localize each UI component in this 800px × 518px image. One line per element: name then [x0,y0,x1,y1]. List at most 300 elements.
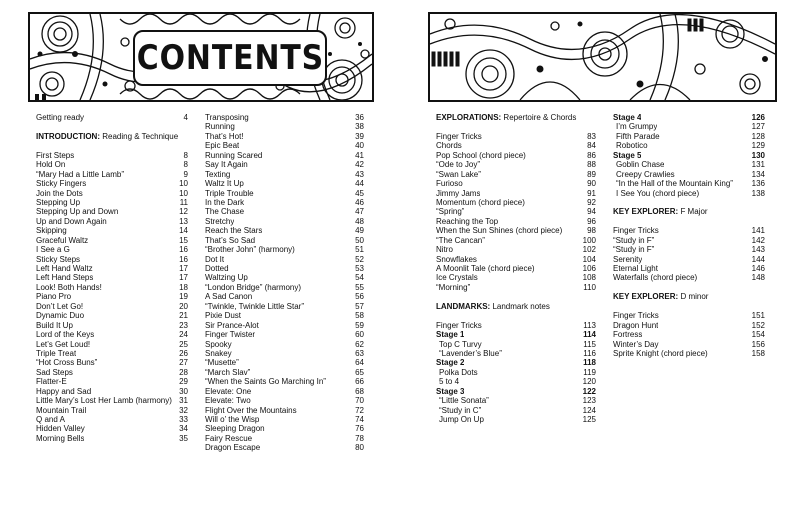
entry-title: “When the Saints Go Marching In” [205,377,326,387]
page-number: 115 [583,339,596,349]
doodle-banner-left [28,12,374,102]
entry-title: Nitro [436,245,453,255]
toc-entry [36,255,188,264]
toc-entry [613,255,765,264]
toc-entry [436,377,596,386]
entry-title: Piano Pro [36,292,72,302]
entry-title: Dot It [205,254,225,264]
right-page [400,0,800,518]
toc-entry [205,415,364,424]
toc-entry [36,368,188,377]
toc-entry [436,396,596,405]
entry-title: Build It Up [36,320,73,330]
entry-title: The Chase [205,207,245,217]
page-number: 158 [751,348,765,358]
stage-entry [436,330,596,339]
page-number: 51 [355,245,364,255]
page-title: CONTENTS [136,38,324,78]
spacer [36,122,188,131]
spacer [436,122,596,131]
page-number: 39 [355,131,364,141]
page-number: 63 [355,348,364,358]
page-number: 53 [355,264,364,273]
entry-title: Dragon Escape [205,443,261,453]
page-number: 45 [355,188,364,198]
section-heading [36,132,188,141]
entry-title: “Morning” [436,282,471,292]
toc-entry [205,132,364,141]
page-number: 20 [179,301,188,311]
page-number: 152 [751,320,765,330]
toc-entry [436,132,596,141]
page-number: 62 [355,339,364,349]
page-number: 9 [183,169,188,179]
entry-title: “Mary Had a Little Lamb” [36,169,125,179]
toc-entry [436,207,596,216]
page-number: 24 [179,330,188,340]
doodle-banner-right [428,12,777,102]
entry-title: I See a G [36,245,70,255]
entry-title: Elevate: One [205,386,252,396]
page-number: 60 [355,330,364,340]
toc-entry [613,179,765,188]
toc-entry [36,264,188,273]
entry-title: Hold On [36,160,66,170]
entry-title: “Musette” [205,358,239,368]
entry-title: Pop School (chord piece) [436,150,526,160]
entry-title: Running Scared [205,150,263,160]
toc-entry [205,349,364,358]
entry-title: A Sad Canon [205,292,253,302]
entry-title: Triple Treat [36,348,77,358]
page-number: 89 [587,169,596,179]
spacer [613,302,765,311]
toc-entry [205,424,364,433]
section-heading-subtitle: Repertoire & Chords [503,113,577,122]
entry-title: “Swan Lake” [436,169,481,179]
page-number: 116 [583,348,596,358]
toc-entry [205,330,364,339]
page-number: 27 [179,358,188,368]
page-number: 144 [751,254,765,264]
section-heading-subtitle: Landmark notes [492,301,550,311]
page-number: 38 [355,122,364,132]
toc-entry [436,368,596,377]
entry-title: Polka Dots [439,367,478,377]
toc-entry [613,321,765,330]
entry-title: Jimmy Jams [436,188,481,198]
entry-title: Texting [205,169,231,179]
page-number: 125 [582,415,596,424]
page-number: 48 [355,216,364,226]
page-number: 32 [179,405,188,415]
page-number: 108 [582,273,596,283]
page-number: 16 [179,245,188,255]
toc-entry [36,387,188,396]
entry-title: “Little Sonata” [439,396,489,406]
toc-entry [613,236,765,245]
entry-title: “Lavender’s Blue” [439,348,502,358]
entry-title: Eternal Light [613,264,658,273]
toc-entry [205,245,364,254]
entry-title: Waltzing Up [205,273,248,283]
entry-title: “In the Hall of the Mountain King” [616,179,733,189]
toc-entry [613,170,765,179]
toc-entry [436,283,596,292]
toc-entry [613,160,765,169]
entry-title: Stretchy [205,216,235,226]
page-number: 8 [183,160,188,170]
page-number: 10 [179,188,188,198]
page-number: 26 [179,348,188,358]
toc-entry [205,236,364,245]
spacer [436,292,596,301]
stage-entry [436,387,596,396]
section-heading [436,302,596,311]
page-number: 25 [179,339,188,349]
page-number: 23 [179,320,188,330]
entry-title: Chords [436,141,462,151]
toc-entry [36,377,188,386]
toc-entry [36,113,188,122]
contents-column-3 [436,113,596,424]
entry-title: Sleeping Dragon [205,424,265,434]
section-heading-title: INTRODUCTION: [36,131,100,141]
entry-title: Happy and Sad [36,386,92,396]
stage-title: Stage 3 [436,386,465,396]
page-number: 126 [751,113,765,122]
page-number: 64 [355,358,364,368]
toc-entry [205,443,364,452]
entry-title: Ice Crystals [436,273,478,283]
toc-entry [36,321,188,330]
entry-title: “March Slav” [205,367,251,377]
page-number: 56 [355,292,364,302]
page-number: 55 [355,282,364,292]
entry-title: In the Dark [205,197,245,207]
toc-entry [205,387,364,396]
entry-title: Hidden Valley [36,424,85,434]
entry-title: I See You (chord piece) [616,188,700,198]
entry-title: “The Cancan” [436,235,485,245]
toc-entry [36,198,188,207]
page-number: 154 [751,330,765,340]
toc-entry [436,141,596,150]
page-number: 96 [587,216,596,226]
toc-entry [205,160,364,169]
toc-entry [613,349,765,358]
toc-entry [613,189,765,198]
toc-entry [436,273,596,282]
toc-entry [36,217,188,226]
page-number: 19 [179,292,188,302]
toc-entry [436,160,596,169]
page-number: 57 [355,301,364,311]
toc-entry [205,368,364,377]
page-number: 122 [582,386,596,396]
toc-entry [205,207,364,216]
entry-title: Finger Tricks [436,320,482,330]
toc-entry [205,189,364,198]
entry-title: Let’s Get Loud! [36,339,91,349]
toc-entry [613,141,765,150]
page-number: 74 [355,415,364,424]
entry-title: Sticky Steps [36,254,81,264]
page-number: 36 [355,113,364,122]
entry-title: “London Bridge” (harmony) [205,282,302,292]
entry-title: Up and Down Again [36,216,107,226]
entry-title: Sticky Fingers [36,179,87,189]
entry-title: Triple Trouble [205,188,254,198]
page-number: 15 [179,235,188,245]
toc-entry [613,330,765,339]
entry-title: Elevate: Two [205,396,251,406]
entry-title: Fortress [613,330,643,340]
toc-entry [36,415,188,424]
page-number: 76 [355,424,364,434]
page-number: 33 [179,415,188,424]
page-number: 78 [355,433,364,443]
toc-entry [36,311,188,320]
page-number: 29 [179,377,188,387]
entry-title: That’s So Sad [205,235,256,245]
toc-entry [613,122,765,131]
page-number: 106 [582,264,596,273]
page-number: 120 [582,377,596,387]
toc-entry [205,377,364,386]
toc-entry [36,273,188,282]
toc-entry [36,302,188,311]
toc-entry [436,151,596,160]
page-number: 91 [587,188,596,198]
toc-entry [205,217,364,226]
page-number: 16 [179,254,188,264]
page-number: 54 [355,273,364,283]
page-number: 148 [751,273,765,283]
page-number: 41 [355,150,364,160]
toc-entry [205,340,364,349]
toc-entry [205,283,364,292]
entry-title: Furioso [436,179,463,189]
toc-entry [36,151,188,160]
toc-entry [36,226,188,235]
page-number: 17 [179,273,188,283]
page-number: 156 [751,339,765,349]
page-number: 90 [587,179,596,189]
entry-title: That’s Hot! [205,131,244,141]
entry-title: Top C Turvy [439,339,482,349]
toc-entry [205,321,364,330]
page-number: 110 [583,282,596,292]
toc-entry [205,151,364,160]
toc-entry [36,349,188,358]
entry-title: Dragon Hunt [613,320,659,330]
spacer [36,141,188,150]
entry-title: Waterfalls (chord piece) [613,273,698,283]
page-number: 104 [582,254,596,264]
entry-title: 5 to 4 [439,377,460,387]
toc-entry [205,302,364,311]
toc-entry [205,434,364,443]
section-heading [613,292,765,301]
page-number: 151 [751,311,765,321]
toc-entry [36,245,188,254]
toc-entry [436,217,596,226]
stage-title: Stage 5 [613,150,642,160]
entry-title: Skipping [36,226,67,236]
entry-title: Dotted [205,264,229,273]
toc-entry [205,292,364,301]
page-number: 128 [751,131,765,141]
toc-entry [36,292,188,301]
section-heading-title: KEY EXPLORER: [613,207,679,217]
entry-title: “Hot Cross Buns” [36,358,98,368]
toc-entry [205,226,364,235]
entry-title: “Spring” [436,207,465,217]
toc-entry [205,198,364,207]
page-number: 31 [179,396,188,406]
page-number: 70 [355,396,364,406]
toc-entry [613,264,765,273]
toc-entry [613,273,765,282]
page-number: 66 [355,377,364,387]
toc-entry [36,170,188,179]
section-heading-subtitle: F Major [680,207,708,217]
page-number: 49 [355,226,364,236]
page-number: 130 [751,150,765,160]
page-number: 12 [179,207,188,217]
toc-entry [613,311,765,320]
doodle-pattern-right [430,14,775,100]
entry-title: Mountain Trail [36,405,87,415]
entry-title: Spooky [205,339,232,349]
entry-title: Morning Bells [36,433,85,443]
entry-title: Goblin Chase [616,160,665,170]
stage-title: Stage 1 [436,330,465,340]
page-number: 80 [355,443,364,453]
page-number: 8 [183,150,188,160]
entry-title: “Study in F” [613,235,655,245]
entry-title: Little Mary’s Lost Her Lamb (harmony) [36,396,172,406]
toc-entry [436,255,596,264]
entry-title: Join the Dots [36,188,83,198]
page-number: 46 [355,197,364,207]
page-number: 68 [355,386,364,396]
entry-title: Stepping Up [36,197,81,207]
page-number: 10 [179,179,188,189]
entry-title: Left Hand Waltz [36,264,93,273]
page-number: 142 [751,235,765,245]
page-number: 35 [179,433,188,443]
stage-entry [613,113,765,122]
page-number: 146 [751,264,765,273]
toc-entry [436,406,596,415]
entry-title: Sprite Knight (chord piece) [613,348,708,358]
toc-entry [436,264,596,273]
toc-entry [205,396,364,405]
entry-title: Q and A [36,415,65,424]
entry-title: “Brother John” (harmony) [205,245,295,255]
page-number: 47 [355,207,364,217]
page-number: 84 [587,141,596,151]
toc-entry [36,396,188,405]
spacer [613,198,765,207]
toc-entry [36,283,188,292]
page-number: 42 [355,160,364,170]
page-number: 83 [587,131,596,141]
entry-title: Getting ready [36,113,85,122]
section-heading-subtitle: D minor [680,292,709,302]
stage-entry [613,151,765,160]
toc-entry [205,179,364,188]
page-number: 129 [751,141,765,151]
page-number: 86 [587,150,596,160]
page-number: 17 [179,264,188,273]
toc-entry [205,406,364,415]
toc-entry [205,141,364,150]
toc-entry [436,415,596,424]
page-number: 21 [179,311,188,321]
page-number: 50 [355,235,364,245]
stage-title: Stage 2 [436,358,465,368]
entry-title: Graceful Waltz [36,235,89,245]
page-number: 113 [583,320,596,330]
toc-entry [36,340,188,349]
toc-entry [205,264,364,273]
page-number: 119 [583,367,596,377]
stage-title: Stage 4 [613,113,642,122]
section-heading-title: LANDMARKS: [436,301,491,311]
entry-title: Reach the Stars [205,226,263,236]
entry-title: Serenity [613,254,643,264]
entry-title: “Study in C” [439,405,482,415]
toc-entry [613,226,765,235]
entry-title: Stepping Up and Down [36,207,119,217]
toc-entry [613,132,765,141]
page-number: 138 [751,188,765,198]
page-number: 143 [751,245,765,255]
toc-entry [436,236,596,245]
entry-title: “Twinkle, Twinkle Little Star” [205,301,304,311]
entry-title: Waltz It Up [205,179,244,189]
toc-entry [36,236,188,245]
page-number: 98 [587,226,596,236]
entry-title: Snowflakes [436,254,477,264]
entry-title: Transposing [205,113,249,122]
entry-title: Dynamic Duo [36,311,85,321]
page-number: 11 [179,197,188,207]
entry-title: Epic Beat [205,141,240,151]
toc-entry [36,330,188,339]
page-number: 4 [183,113,188,122]
page-number: 102 [582,245,596,255]
entry-title: Jump On Up [439,415,484,424]
entry-title: A Moonlit Tale (chord piece) [436,264,535,273]
toc-entry [36,207,188,216]
page-number: 43 [355,169,364,179]
entry-title: Reaching the Top [436,216,499,226]
section-heading [613,207,765,216]
entry-title: Momentum (chord piece) [436,197,525,207]
page-number: 40 [355,141,364,151]
toc-entry [613,245,765,254]
toc-entry [36,160,188,169]
contents-column-2 [205,113,364,453]
entry-title: Flatter-E [36,377,67,387]
entry-title: Lord of the Keys [36,330,95,340]
entry-title: Pixie Dust [205,311,242,321]
page-number: 14 [179,226,188,236]
